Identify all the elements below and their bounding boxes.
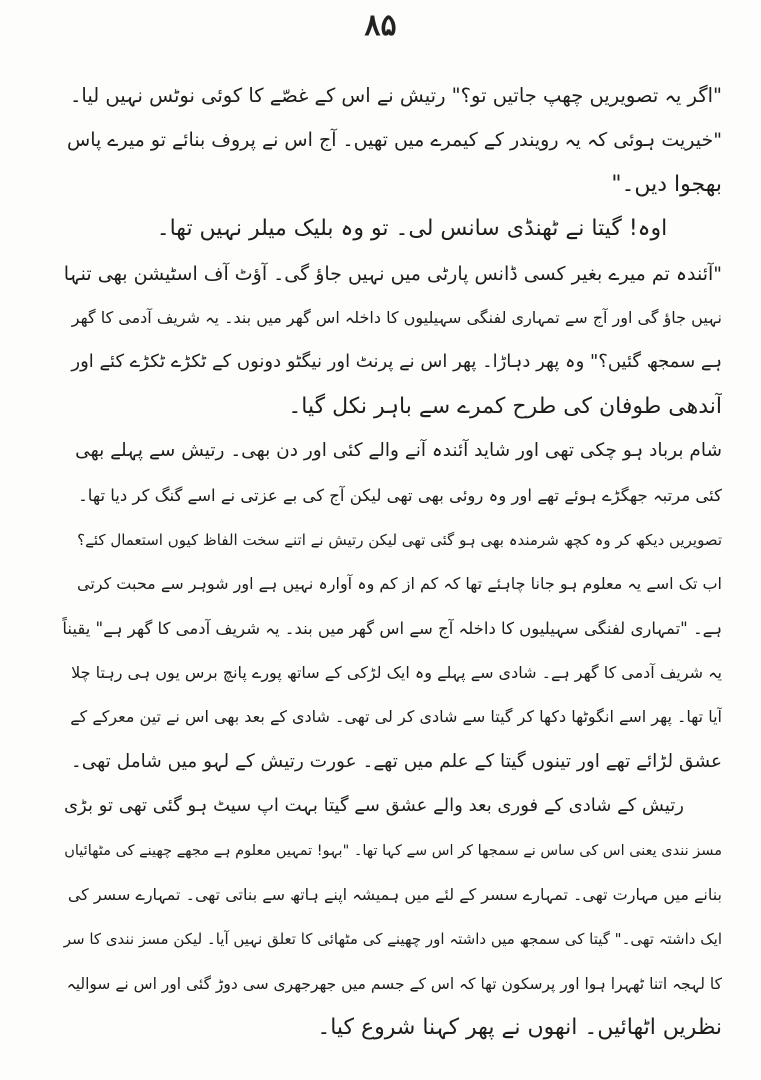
page-number: ۸۵ [364,8,397,43]
page-body-text [62,74,722,1051]
text-line: ہے سمجھ گئیں؟" وہ پھر دہاڑا۔ پھر اس نے پرنٹ اور نیگٹو دونوں کے ٹکڑے ٹکڑے کئے اور [71,351,722,373]
text-line: ایک داشتہ تھی۔" گیتا کی سمجھ میں داشتہ اور چھینے کی مٹھائی کا تعلق نہیں آیا۔ لیکن مسز نندی کا سر [63,930,722,949]
text-line: نہیں جاؤ گی اور آج سے تمہاری لفنگی سہیلیوں کا داخلہ اس گھر میں بند۔ یہ شریف آدمی کا گھر [71,307,722,327]
text-line: "خیریت ہوئی کہ یہ رویندر کے کیمرے میں تھیں۔ آج اس نے پروف بنائے تو میرے پاس [67,129,722,152]
text-line: عشق لڑائے تھے اور تینوں گیتا کے علم میں تھے۔ عورت رتیش کے لہو میں شامل تھی۔ [70,750,722,772]
text-line: آیا تھا۔ پھر اسے انگوٹھا دکھا کر گیتا سے شادی کر لی تھی۔ شادی کے بعد بھی اس نے تین معرکے کے [70,707,722,727]
text-line: بنانے میں مہارت تھی۔ تمہارے سسر کے لئے میں ہمیشہ اپنے ہاتھ سے بناتی تھی۔ تمہارے سسر کی [67,885,722,905]
text-line: مسز نندی یعنی اس کی ساس نے سمجھا کر اس سے کہا تھا۔ "بہو! تمہیں معلوم ہے مجھے چھینے کی مٹھائیاں [64,842,722,859]
text-line: اوہ! گیتا نے ٹھنڈی سانس لی۔ تو وہ بلیک میلر نہیں تھا۔ [156,216,668,242]
text-line: تصویریں دیکھ کر وہ کچھ شرمندہ بھی ہو گئی تھی لیکن رتیش نے اتنے سخت الفاظ کیوں استعمال کئے؟ [77,530,722,549]
text-line: بھجوا دیں۔" [611,171,722,197]
text-line: کا لہجہ اتنا ٹھہرا ہوا اور پرسکون تھا کہ اس کے جسم میں جھرجھری سی دوڑ گئی اور اس نے سوالیہ [66,974,722,993]
text-line: آندھی طوفان کی طرح کمرے سے باہر نکل گیا۔ [288,393,722,419]
text-line: "آئندہ تم میرے بغیر کسی ڈانس پارٹی میں نہیں جاؤ گی۔ آؤٹ آف اسٹیشن بھی تنہا [63,262,722,285]
text-line: یہ شریف آدمی کا گھر ہے۔ شادی سے پہلے وہ ایک لڑکی کے ساتھ پورے پانچ برس یوں ہی رہتا چلا [71,663,722,683]
text-line: اب تک اسے یہ معلوم ہو جانا چاہئے تھا کہ کم از کم وہ آوارہ نہیں ہے اور شوہر سے محبت کرتی [76,574,722,594]
text-line: کئی مرتبہ جھگڑے ہوئے تھے اور وہ روئی بھی تھی لیکن آج کی بے عزتی نے اسے گنگ کر دیا تھا۔ [78,485,722,505]
text-line: رتیش کے شادی کے فوری بعد والے عشق سے گیتا بہت اپ سیٹ ہو گئی تھی تو بڑی [63,795,684,817]
text-line: نظریں اٹھائیں۔ انھوں نے پھر کہنا شروع کیا۔ [317,1015,722,1041]
text-line: ہے۔ "تمہاری لفنگی سہیلیوں کا داخلہ آج سے اس گھر میں بند۔ یہ شریف آدمی کا گھر ہے" یقیناً [62,618,722,638]
text-line: "اگر یہ تصویریں چھپ جاتیں تو؟" رتیش نے اس کے غصّے کا کوئی نوٹس نہیں لیا۔ [69,84,722,107]
text-line: شام برباد ہو چکی تھی اور شاید آئندہ آنے والے کئی اور دن بھی۔ رتیش سے پہلے بھی [75,440,722,462]
